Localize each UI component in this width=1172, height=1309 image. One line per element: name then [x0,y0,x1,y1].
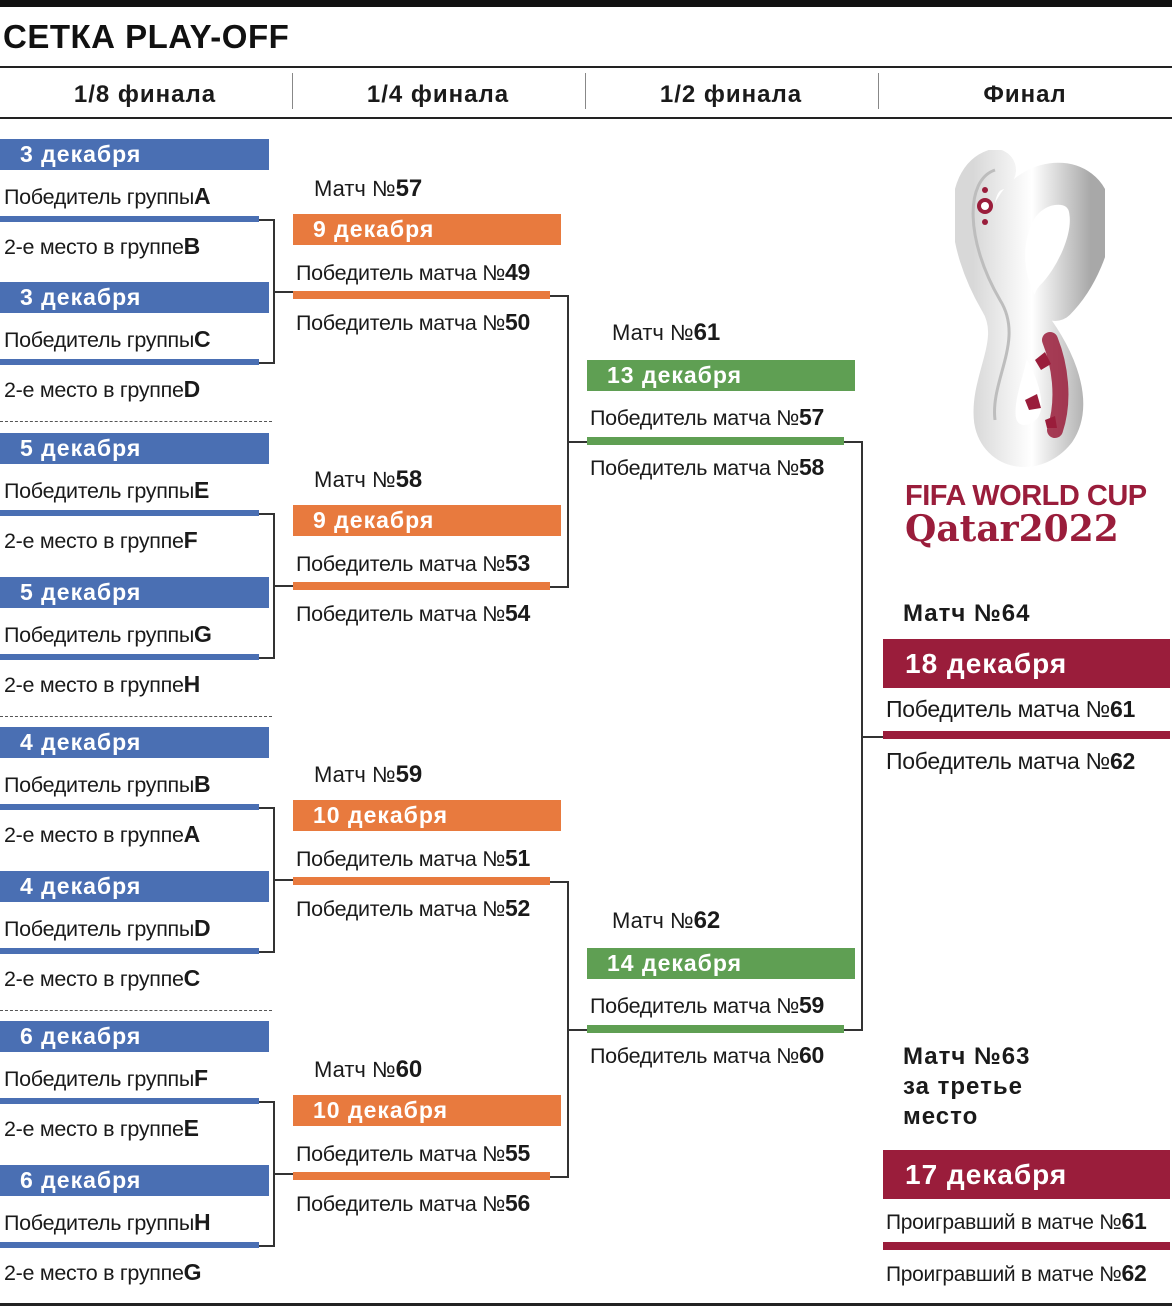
r16-divider [0,804,259,810]
r16-team-2-letter: H [183,671,200,697]
r16-date: 3 декабря [20,284,142,310]
qf-match-label-text: Матч № [314,1057,396,1082]
r16-team-2-text: 2-е место в группе [4,823,184,847]
sf-match-label-text: Матч № [612,320,694,345]
third-place-date-bar [883,1150,1170,1199]
top-bar [0,0,1172,7]
final-side-2-text: Победитель матча № [886,748,1110,774]
qf-divider [293,877,550,885]
third-place-side-2-text: Проигравший в матче № [886,1263,1122,1286]
r16-team-2 [4,1115,199,1142]
qf-side-1-letter: 51 [505,845,530,871]
final-divider [883,731,1170,739]
r16-team-1-text: Победитель группы [4,328,195,352]
bracket-line [550,586,568,588]
column-header-r16: 1/8 финала [73,81,217,108]
third-place-divider [883,1242,1170,1250]
qf-date: 9 декабря [313,216,435,242]
final-date-bar [883,639,1170,688]
r16-date: 5 декабря [20,435,142,461]
sf-side-2-letter: 60 [799,1042,824,1068]
r16-team-1-text: Победитель группы [4,623,195,647]
r16-team-1-letter: G [194,621,212,647]
r16-team-1-text: Победитель группы [4,185,195,209]
sf-match-label-text: Матч № [612,908,694,933]
third-place-side-2-num: 62 [1121,1260,1147,1286]
r16-team-2 [4,233,200,260]
third-place-label [903,1042,1030,1132]
bottom-rule [0,1303,1172,1306]
r16-team-1-letter: C [194,326,211,352]
qf-date: 10 декабря [313,1097,449,1123]
final-side-1-text: Победитель матча № [886,696,1110,722]
r16-team-2-letter: F [183,527,198,553]
r16-team-1-letter: A [194,183,211,209]
r16-team-2-letter: G [183,1259,202,1285]
sf-side-1-text: Победитель матча № [590,994,800,1018]
logo-subtitle: Qatar2022 [905,508,1119,550]
r16-team-1-text: Победитель группы [4,1067,195,1091]
section-divider [0,421,272,422]
sf-side-1-letter: 57 [799,404,824,430]
qf-side-2-text: Победитель матча № [296,602,506,626]
bracket-line [550,1176,568,1178]
r16-divider [0,510,259,516]
qf-side-2-letter: 52 [505,895,530,921]
bracket-line [567,1029,587,1031]
bracket-line [567,441,587,443]
r16-team-2-text: 2-е место в группе [4,673,184,697]
r16-team-1-text: Победитель группы [4,1211,195,1235]
r16-date: 4 декабря [20,729,142,755]
sf-side-1-letter: 59 [799,992,824,1018]
final-date: 18 декабря [905,648,1068,679]
r16-team-1-letter: B [194,771,211,797]
r16-team-2-text: 2-е место в группе [4,235,184,259]
bracket-line [259,219,274,221]
r16-team-2-letter: B [183,233,200,259]
qf-divider [293,1172,550,1180]
qf-side-1-text: Победитель матча № [296,847,506,871]
r16-team-2-text: 2-е место в группе [4,1261,184,1285]
qf-side-1-text: Победитель матча № [296,552,506,576]
section-divider [0,1010,272,1011]
header-rule [0,117,1172,119]
bracket-line [550,881,568,883]
r16-team-2 [4,1259,201,1286]
qf-match-label [314,176,422,202]
qf-date-bar [293,800,561,831]
r16-team-2 [4,965,200,992]
r16-team-2 [4,527,197,554]
header-rule [0,66,1172,68]
sf-match-label [612,908,720,934]
qf-side-1-text: Победитель матча № [296,261,506,285]
bracket-line [259,807,274,809]
r16-team-1-text: Победитель группы [4,773,195,797]
r16-date-bar [0,1021,269,1052]
r16-date-bar [0,727,269,758]
qf-side-2 [296,895,530,922]
third-place-date: 17 декабря [905,1159,1068,1190]
bracket-line [844,441,862,443]
r16-team-2 [4,376,200,403]
qf-date-bar [293,214,561,245]
third-place-label-line: место [903,1103,979,1130]
r16-team-1 [4,1209,210,1236]
r16-team-1 [4,477,209,504]
third-place-side-1-num: 61 [1121,1208,1147,1234]
sf-side-1 [590,404,824,431]
qf-side-2 [296,1190,530,1217]
third-place-side-1-text: Проигравший в матче № [886,1211,1122,1234]
final-side-2-num: 62 [1109,748,1135,774]
r16-team-2 [4,671,200,698]
qf-divider [293,291,550,299]
third-place-side-2 [886,1260,1146,1288]
r16-date: 5 декабря [20,579,142,605]
r16-team-2-letter: D [183,376,200,402]
sf-side-2-letter: 58 [799,454,824,480]
qf-match-label [314,1057,422,1083]
r16-date-bar [0,433,269,464]
qf-match-label-letter: 58 [395,466,423,493]
bracket-line [273,879,293,881]
qf-side-2-text: Победитель матча № [296,311,506,335]
qf-side-2-text: Победитель матча № [296,897,506,921]
bracket-line [550,295,568,297]
sf-match-label-letter: 61 [693,319,721,346]
qf-match-label [314,467,422,493]
qf-side-2-letter: 56 [505,1190,530,1216]
r16-divider [0,654,259,660]
qf-match-label-text: Матч № [314,762,396,787]
qf-match-label-letter: 57 [395,175,423,202]
qf-side-1-text: Победитель матча № [296,1142,506,1166]
r16-team-1 [4,915,210,942]
r16-date: 4 декабря [20,873,142,899]
sf-side-1 [590,992,824,1019]
qf-side-1 [296,550,530,577]
column-header-sf: 1/2 финала [659,81,803,108]
bracket-line [844,1029,862,1031]
final-match-label: Матч №64 [903,600,1031,627]
qf-side-2-text: Победитель матча № [296,1192,506,1216]
logo-title: FIFA WORLD CUP [905,480,1147,512]
qf-side-2-letter: 50 [505,309,530,335]
r16-team-2-letter: C [183,965,200,991]
final-side-1 [886,696,1135,722]
r16-team-2-text: 2-е место в группе [4,1117,184,1141]
qf-match-label-text: Матч № [314,467,396,492]
sf-side-2-text: Победитель матча № [590,1044,800,1068]
bracket-line [861,736,883,738]
r16-team-2-letter: E [183,1115,199,1141]
bracket-line [259,657,274,659]
bracket-line [259,1245,274,1247]
qf-side-1 [296,1140,530,1167]
column-header-final: Финал [983,81,1067,108]
r16-date-bar [0,139,269,170]
final-side-2 [886,748,1135,774]
r16-team-1-text: Победитель группы [4,917,195,941]
sf-match-label-letter: 62 [693,907,721,934]
bracket-line [273,585,293,587]
r16-divider [0,948,259,954]
qf-side-1-letter: 49 [505,259,530,285]
r16-divider [0,1098,259,1104]
qf-divider [293,582,550,590]
third-place-label-line: за третье [903,1073,1023,1100]
r16-team-1 [4,326,210,353]
r16-date: 6 декабря [20,1023,142,1049]
r16-team-1 [4,621,212,648]
bracket-line [273,291,293,293]
r16-team-1-text: Победитель группы [4,479,195,503]
sf-side-2 [590,454,824,481]
r16-date-bar [0,282,269,313]
qf-date-bar [293,1095,561,1126]
r16-date: 3 декабря [20,141,142,167]
r16-divider [0,359,259,365]
r16-divider [0,1242,259,1248]
section-divider [0,716,272,717]
r16-team-2 [4,821,200,848]
bracket-line [259,362,274,364]
r16-date-bar [0,871,269,902]
bracket-line [259,513,274,515]
third-place-side-1 [886,1208,1146,1236]
r16-team-2-text: 2-е место в группе [4,529,184,553]
qf-date: 9 декабря [313,507,435,533]
r16-date-bar [0,577,269,608]
third-place-label-line: Матч №63 [903,1043,1031,1070]
qf-match-label [314,762,422,788]
r16-team-1 [4,771,210,798]
bracket-line [259,1101,274,1103]
qf-date-bar [293,505,561,536]
sf-match-label [612,320,720,346]
r16-team-1-letter: F [194,1065,208,1091]
sf-side-1-text: Победитель матча № [590,406,800,430]
qf-side-2 [296,600,530,627]
r16-date: 6 декабря [20,1167,142,1193]
r16-team-1 [4,183,210,210]
qf-match-label-letter: 60 [395,1056,423,1083]
qf-side-1-letter: 55 [505,1140,530,1166]
qf-side-2-letter: 54 [505,600,530,626]
qf-side-1 [296,845,530,872]
sf-date-bar [587,948,855,979]
page-title: СЕТКА PLAY-OFF [3,18,290,55]
sf-divider [587,437,844,445]
sf-date-bar [587,360,855,391]
sf-divider [587,1025,844,1033]
r16-team-1-letter: D [194,915,211,941]
bracket-line [273,1173,293,1175]
r16-team-1 [4,1065,208,1092]
qf-match-label-text: Матч № [314,176,396,201]
r16-team-1-letter: H [194,1209,211,1235]
r16-team-1-letter: E [194,477,210,503]
bracket-line [259,951,274,953]
r16-team-2-letter: A [183,821,200,847]
qf-side-1-letter: 53 [505,550,530,576]
sf-side-2-text: Победитель матча № [590,456,800,480]
r16-team-2-text: 2-е место в группе [4,378,184,402]
world-cup-emblem-icon [955,150,1105,470]
column-header-qf: 1/4 финала [366,81,510,108]
r16-team-2-text: 2-е место в группе [4,967,184,991]
qf-date: 10 декабря [313,802,449,828]
sf-date: 14 декабря [607,950,743,976]
r16-divider [0,216,259,222]
sf-date: 13 декабря [607,362,743,388]
final-side-1-num: 61 [1109,696,1135,722]
qf-match-label-letter: 59 [395,761,423,788]
sf-side-2 [590,1042,824,1069]
r16-date-bar [0,1165,269,1196]
qf-side-1 [296,259,530,286]
qf-side-2 [296,309,530,336]
